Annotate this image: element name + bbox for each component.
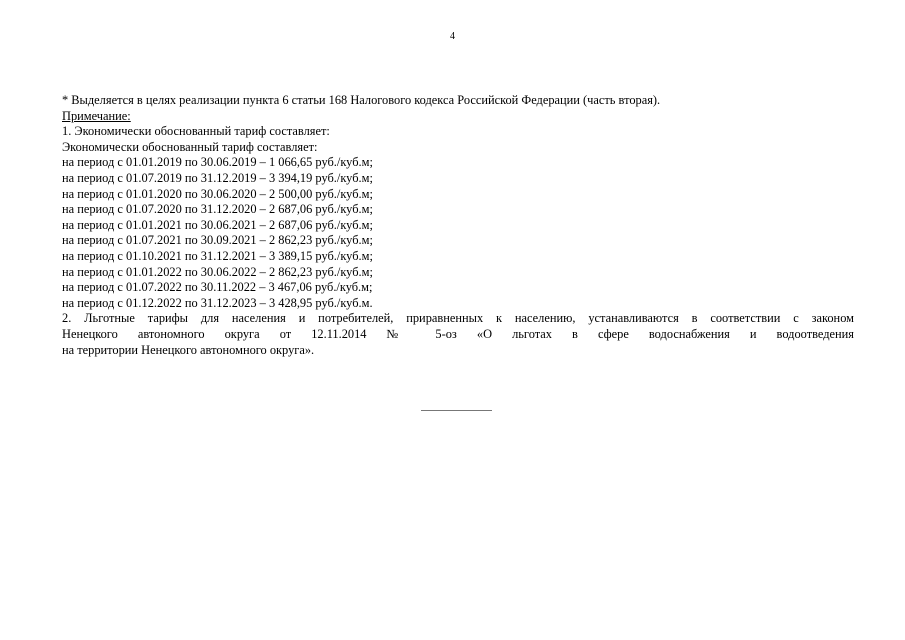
tariff-period-item: на период с 01.12.2022 по 31.12.2023 – 3 428,95 руб./куб.м.: [62, 295, 373, 310]
tariff-period-list: [62, 155, 854, 311]
document-body: [62, 93, 854, 358]
tariff-period-item: на период с 01.01.2020 по 30.06.2020 – 2 500,00 руб./куб.м;: [62, 186, 373, 201]
tariff-period-item: на период с 01.01.2021 по 30.06.2021 – 2 687,06 руб./куб.м;: [62, 217, 373, 232]
tariff-period-item: на период с 01.07.2021 по 30.09.2021 – 2 862,23 руб./куб.м;: [62, 233, 373, 248]
tariff-period-item: на период с 01.07.2022 по 30.11.2022 – 3 467,06 руб./куб.м;: [62, 280, 373, 295]
note-heading: Примечание:: [62, 108, 131, 123]
tariff-period-item: на период с 01.07.2019 по 31.12.2019 – 3 394,19 руб./куб.м;: [62, 170, 373, 185]
tariff-period-item: на период с 01.10.2021 по 31.12.2021 – 3 389,15 руб./куб.м;: [62, 248, 373, 263]
note-2-line: Ненецкого автономного округа от 12.11.2014 № 5-оз «О льготах в сфере водоснабжения и водоотведения: [62, 326, 854, 341]
footnote: * Выделяется в целях реализации пункта 6 статьи 168 Налогового кодекса Российской Федерации (часть вторая).: [62, 93, 661, 107]
tariff-period-item: на период с 01.01.2022 по 30.06.2022 – 2 862,23 руб./куб.м;: [62, 264, 373, 279]
note-2-line: на территории Ненецкого автономного округа».: [62, 342, 315, 357]
note-1-title: 1. Экономически обоснованный тариф составляет:: [62, 124, 330, 139]
separator-line: [421, 410, 492, 411]
note-2-paragraph: [62, 311, 854, 358]
tariff-period-item: на период с 01.07.2020 по 31.12.2020 – 2 687,06 руб./куб.м;: [62, 202, 373, 217]
page-number: 4: [450, 31, 455, 42]
tariff-period-item: на период с 01.01.2019 по 30.06.2019 – 1 066,65 руб./куб.м;: [62, 155, 373, 170]
note-1-subtitle: Экономически обоснованный тариф составляет:: [62, 139, 318, 154]
note-2-line: 2. Льготные тарифы для населения и потребителей, приравненных к населению, устанавливаются в соответствии с законом: [62, 311, 854, 326]
